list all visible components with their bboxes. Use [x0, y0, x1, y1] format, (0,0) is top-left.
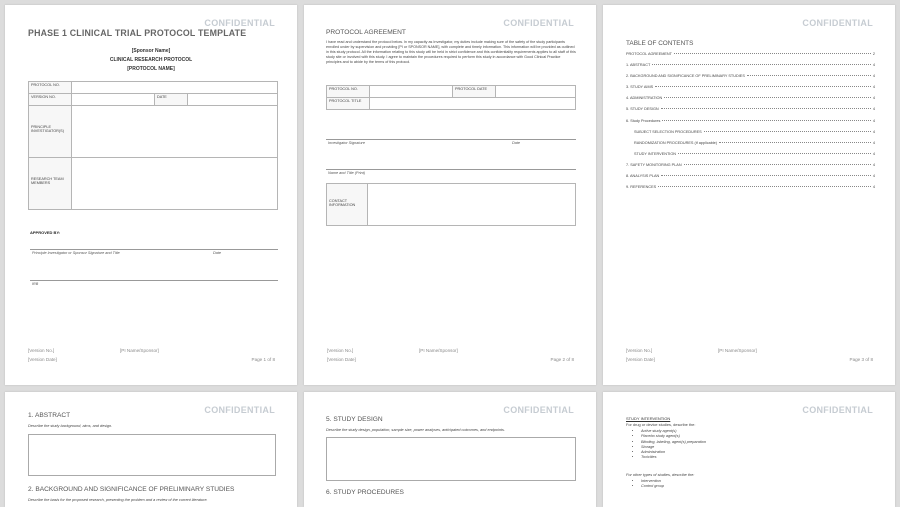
approved-by: APPROVED BY: [30, 230, 61, 235]
toc-row[interactable] [626, 107, 875, 118]
list-item: • Control group [641, 484, 664, 489]
confidential-watermark: CONFIDENTIAL [503, 18, 574, 28]
toc-page: 4 [872, 74, 875, 79]
toc-page: 4 [872, 63, 875, 68]
pi-label: PRINCIPLE INVESTIGATOR(S) [29, 106, 72, 158]
contact-label: CONTACT INFORMATION [327, 184, 368, 226]
toc-heading: TABLE OF CONTENTS [626, 40, 694, 47]
toc-page: 4 [872, 151, 875, 156]
study-design-box[interactable] [326, 437, 576, 481]
toc-page: 4 [872, 107, 875, 112]
pi-sponsor: [PI Name/Sponsor] [419, 348, 458, 353]
toc-page: 4 [872, 162, 875, 167]
version-no: [Version No.] [28, 348, 55, 353]
protocol-no-field[interactable] [370, 86, 453, 98]
toc-row[interactable] [626, 63, 875, 74]
protocol-date-field[interactable] [496, 86, 576, 98]
investigator-signature-line [326, 139, 576, 140]
pi-sponsor: [PI Name/Sponsor] [718, 348, 757, 353]
date-label: Date [512, 141, 521, 145]
toc-label: 7. SAFETY MONITORING PLAN [626, 162, 682, 167]
page-number: Page 1 of 8 [251, 357, 275, 362]
protocol-name: [PROTOCOL NAME] [127, 66, 175, 72]
name-title-label: Name and Title (Print) [328, 171, 366, 175]
sponsor-name: [Sponsor Name] [131, 48, 171, 54]
page-number: Page 2 of 8 [550, 357, 574, 362]
name-title-line [326, 169, 576, 170]
page-5 [304, 392, 596, 507]
background-description: Describe the basis for the proposed research, presenting the problem and a review of the current literature. [28, 498, 208, 502]
page-number: Page 3 of 8 [849, 357, 873, 362]
toc-label: 1. ABSTRACT [626, 63, 651, 68]
investigator-signature-label: Investigator Signature [328, 141, 365, 145]
document-title: PHASE 1 CLINICAL TRIAL PROTOCOL TEMPLATE [28, 28, 247, 38]
page-footer [626, 348, 873, 366]
toc-page: 4 [872, 174, 875, 179]
toc-label: 3. STUDY AIMS [626, 85, 654, 90]
list-item: • Intervention [641, 479, 664, 484]
study-intervention-heading: STUDY INTERVENTION [626, 416, 671, 421]
toc-row[interactable] [626, 119, 875, 130]
toc-row[interactable] [626, 52, 875, 63]
study-procedures-heading: 6. STUDY PROCEDURES [326, 489, 404, 496]
irb-label: IRB [32, 282, 39, 286]
contact-table [326, 183, 576, 226]
study-design-heading: 5. STUDY DESIGN [326, 416, 383, 423]
signature-date-label: Date [213, 251, 222, 255]
drug-intro: For drug or device studies, describe the: [626, 422, 696, 427]
list-item: • Active study agent(s) [641, 429, 706, 434]
protocol-no-label: PROTOCOL NO. [327, 86, 370, 98]
other-intro: For other types of studies, describe the: [626, 472, 695, 477]
signature-line [30, 249, 278, 250]
date-field[interactable] [188, 94, 278, 106]
protocol-agreement-heading: PROTOCOL AGREEMENT [326, 29, 406, 36]
version-no: [Version No.] [626, 348, 653, 353]
version-no-field[interactable] [72, 94, 155, 106]
toc-label: SUBJECT SELECTION PROCEDURES [634, 129, 702, 134]
toc-label: 4. ADMINISTRATION [626, 96, 663, 101]
toc-page: 4 [872, 118, 875, 123]
toc-label: 5. STUDY DESIGN [626, 107, 659, 112]
study-design-description: Describe the study design, population, sample size, power analyses, anticipated outcomes, and endpoints. [326, 428, 505, 432]
page-6 [603, 392, 895, 507]
drug-list [632, 429, 706, 461]
protocol-title-field[interactable] [370, 98, 576, 110]
toc-row[interactable] [626, 74, 875, 85]
list-item: • Blinding, labeling, agent(s) preparation [641, 440, 706, 445]
date-label: DATE [155, 94, 188, 106]
signature-label: Principle Investigator or Sponsor Signature and Title [32, 251, 120, 255]
irb-line [30, 280, 278, 281]
version-no-label: VERSION NO. [29, 94, 72, 106]
toc-page: 2 [872, 52, 875, 56]
list-item: • Toxicities [641, 455, 706, 460]
version-date: [Version Date] [327, 357, 356, 362]
toc-label: 6. Study Procedures [626, 118, 661, 123]
toc-page: 4 [872, 185, 875, 190]
page-4 [5, 392, 297, 507]
abstract-description: Describe the study background, aims, and design. [28, 424, 113, 428]
protocol-type: CLINICAL RESEARCH PROTOCOL [109, 57, 193, 63]
abstract-heading: 1. ABSTRACT [28, 412, 71, 419]
list-item: • Storage [641, 445, 706, 450]
page-1 [5, 5, 297, 385]
page-3 [603, 5, 895, 385]
toc-page: 4 [872, 85, 875, 90]
page-footer [327, 348, 574, 366]
toc-label: 8. ANALYSIS PLAN [626, 174, 660, 179]
toc-row[interactable] [626, 152, 875, 163]
version-date: [Version Date] [626, 357, 655, 362]
toc-label: STUDY INTERVENTION [634, 151, 677, 156]
toc-page: 4 [872, 96, 875, 101]
abstract-box[interactable] [28, 434, 276, 476]
toc-label: PROTOCOL AGREEMENT [626, 52, 672, 56]
toc-row[interactable] [626, 130, 875, 141]
protocol-no-field[interactable] [72, 82, 278, 94]
list-item: • Placebo study agent(s) [641, 434, 706, 439]
protocol-title-label: PROTOCOL TITLE [327, 98, 370, 110]
protocol-info-table [28, 81, 278, 210]
confidential-watermark: CONFIDENTIAL [802, 405, 873, 415]
confidential-watermark: CONFIDENTIAL [802, 18, 873, 28]
toc-page: 4 [872, 140, 875, 145]
protocol-no-label: PROTOCOL NO. [29, 82, 72, 94]
background-heading: 2. BACKGROUND AND SIGNIFICANCE OF PRELIMINARY STUDIES [28, 486, 235, 493]
agreement-paragraph: I have read and understand the protocol below. In my capacity as Investigator, my duties include making sure of the safety of the study participants enrolled under by supervision and providing [PI or SPONSOR NAME], with complete and timely information. This information will be provided as outlined in this study protocol. All the information relating to this study will be held in strict confidence and this confidentiality requirements applies to all staff of this study site or involved with this study. I agree to maintain the procedures required to perform this study in accordance with Good Clinical Practice principles and to abide by the terms of this protocol. [326, 40, 576, 64]
toc-row[interactable] [626, 96, 875, 107]
toc-row[interactable] [626, 174, 875, 185]
list-item: • Administration [641, 450, 706, 455]
toc-row[interactable] [626, 185, 875, 196]
team-label: RESEARCH TEAM MEMBERS [29, 158, 72, 210]
other-list [632, 479, 664, 490]
agreement-table [326, 85, 576, 110]
toc-row[interactable] [626, 141, 875, 152]
team-field[interactable] [72, 158, 278, 210]
toc-page: 4 [872, 129, 875, 134]
version-no: [Version No.] [327, 348, 354, 353]
pi-sponsor: [PI Name/Sponsor] [120, 348, 159, 353]
version-date: [Version Date] [28, 357, 57, 362]
table-of-contents [626, 52, 875, 196]
protocol-date-label: PROTOCOL DATE [453, 86, 496, 98]
page-2 [304, 5, 596, 385]
page-footer [28, 348, 275, 366]
toc-row[interactable] [626, 85, 875, 96]
toc-label: 9. REFERENCES [626, 185, 657, 190]
confidential-watermark: CONFIDENTIAL [204, 18, 275, 28]
toc-label: RANDOMIZATION PROCEDURES (if applicable) [634, 140, 718, 145]
pi-field[interactable] [72, 106, 278, 158]
confidential-watermark: CONFIDENTIAL [204, 405, 275, 415]
toc-label: 2. BACKGROUND AND SIGNIFICANCE OF PRELIMINARY STUDIES [626, 74, 745, 79]
confidential-watermark: CONFIDENTIAL [503, 405, 574, 415]
contact-field[interactable] [368, 184, 576, 226]
toc-row[interactable] [626, 163, 875, 174]
